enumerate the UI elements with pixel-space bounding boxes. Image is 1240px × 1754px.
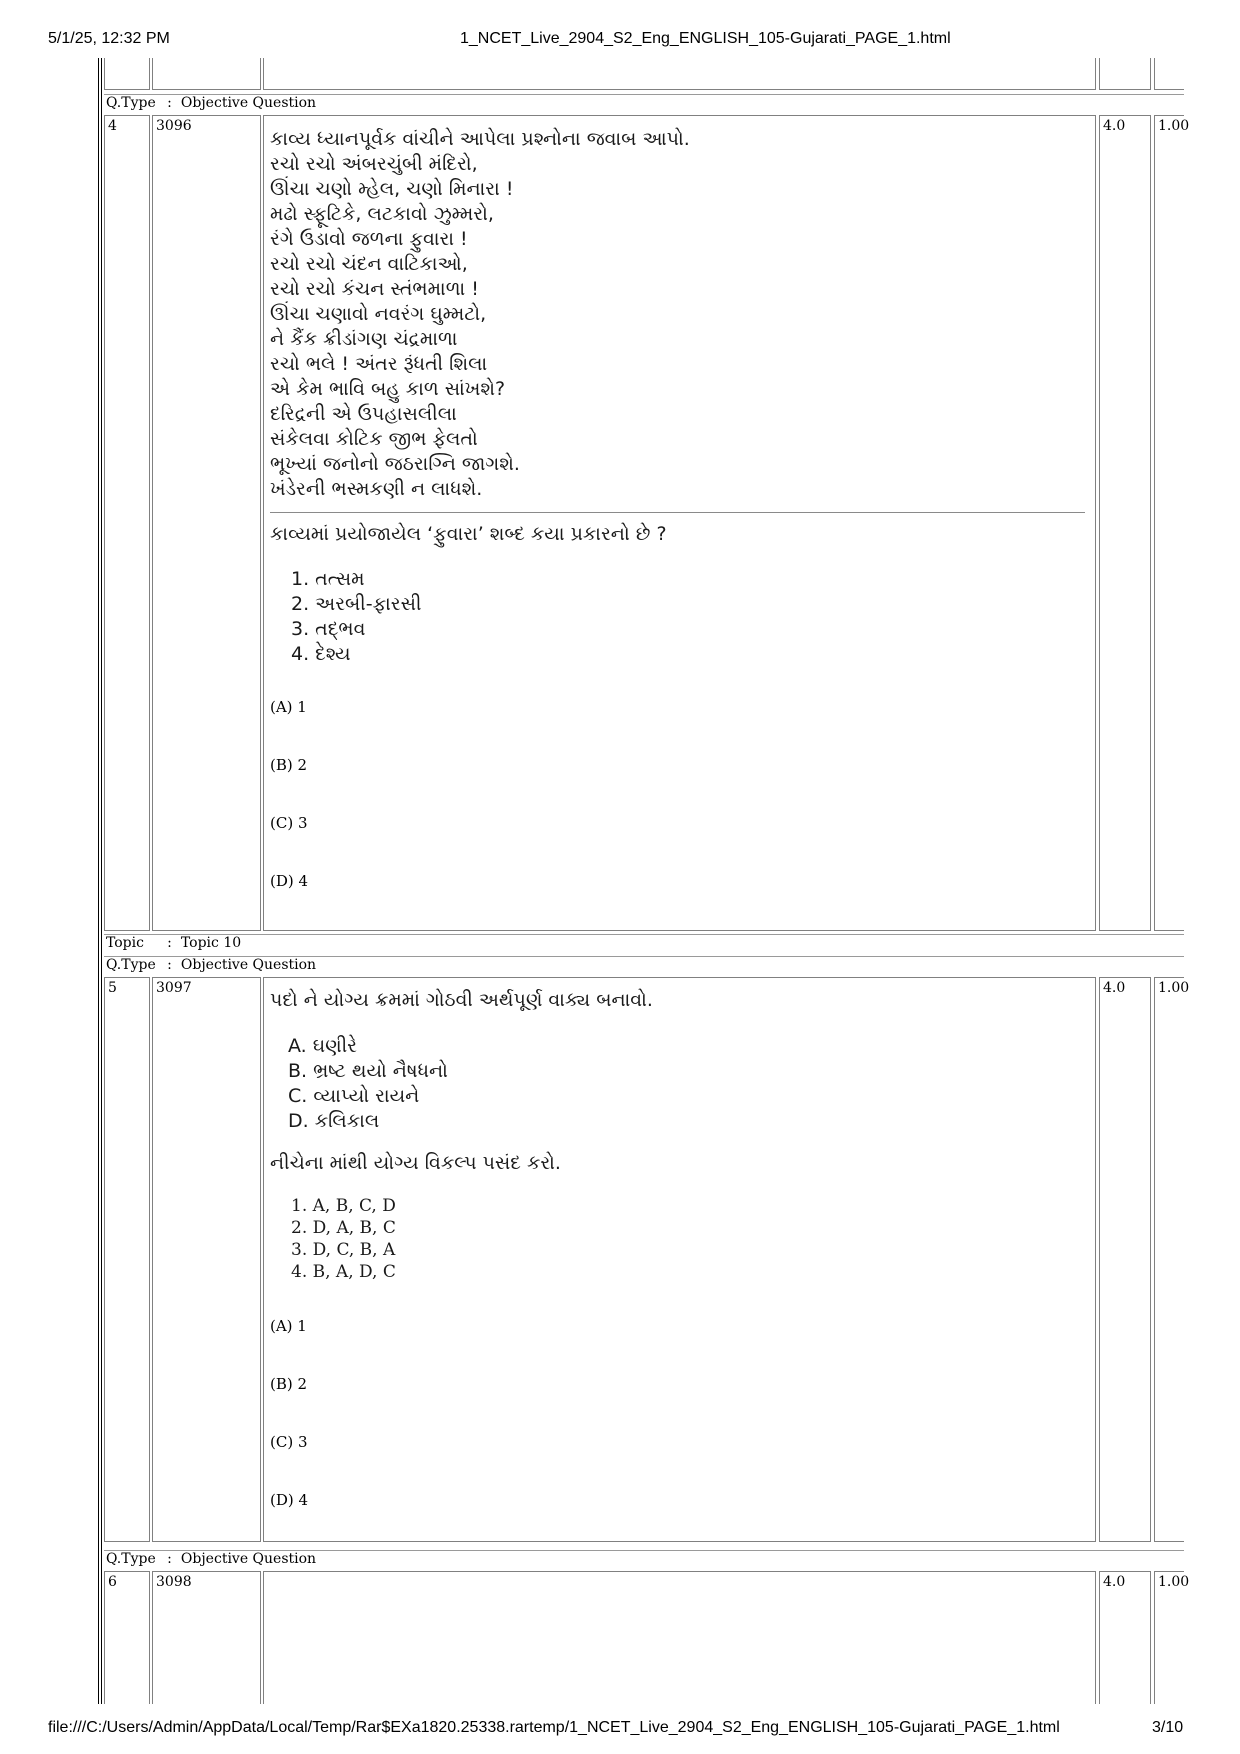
negative-marks: 1.00 <box>1154 977 1184 1542</box>
passage-line: ભૂખ્યાં જનોનો જઠરાગ્નિ જાગશે. <box>270 453 520 475</box>
choice-item: 2. અરબી-ફારસી <box>291 593 422 615</box>
left-border-outer <box>98 58 99 1704</box>
phrase-list <box>288 1034 448 1134</box>
option-c: (C) 3 <box>270 814 308 832</box>
qtype-separator: : <box>167 957 172 973</box>
qtype-value: Objective Question <box>180 957 317 973</box>
question-body-cell <box>263 1571 1096 1704</box>
question-id: 3097 <box>152 977 261 1542</box>
phrase-item: C. વ્યાપ્યો રાયને <box>288 1085 420 1107</box>
question-number: 6 <box>104 1571 150 1704</box>
qtype-separator: : <box>167 1551 172 1567</box>
choice-item: 4. દેશ્ય <box>291 643 351 665</box>
passage-line: ખંડેરની ભસ્મકણી ન લાધશે. <box>270 478 483 500</box>
option-d: (D) 4 <box>270 872 309 890</box>
negative-marks: 1.00 <box>1154 115 1184 931</box>
choice-item: 3. D, C, B, A <box>291 1240 396 1260</box>
left-border-inner <box>101 58 102 1704</box>
passage-line: રચો રચો અંબરચુંબી મંદિરો, <box>270 153 478 175</box>
passage-line: રચો રચો ચંદન વાટિકાઓ, <box>270 253 468 275</box>
print-page-number: 3/10 <box>1152 1719 1184 1736</box>
choice-item: 2. D, A, B, C <box>291 1218 396 1238</box>
question-marks: 4.0 <box>1099 977 1151 1542</box>
qtype-value: Objective Question <box>180 1551 317 1567</box>
passage-line: સંકેલવા કોટિક જીભ ફેલતો <box>270 428 478 450</box>
option-b: (B) 2 <box>270 1375 308 1393</box>
passage-line: રચો રચો કંચન સ્તંભમાળા ! <box>270 278 479 300</box>
passage-line: દરિદ્રની એ ઉપહાસલીલા <box>270 403 457 425</box>
question-text: પદો ને યોગ્ય ક્રમમાં ગોઠવી અર્થપૂર્ણ વાક્ય બનાવો. <box>270 989 653 1011</box>
qtype-row <box>104 1550 1184 1568</box>
question-passage <box>270 127 690 502</box>
option-b: (B) 2 <box>270 756 308 774</box>
topic-row <box>104 934 1184 952</box>
choice-list <box>291 567 421 667</box>
option-a: (A) 1 <box>270 698 307 716</box>
question-number: 4 <box>104 115 150 931</box>
qtype-separator: : <box>167 95 172 111</box>
topic-separator: : <box>167 935 172 951</box>
topic-label: Topic <box>106 935 144 951</box>
phrase-item: B. ભ્રષ્ટ થયો નૈષધનો <box>288 1060 448 1082</box>
choice-item: 4. B, A, D, C <box>291 1262 396 1282</box>
choice-item: 1. તત્સમ <box>291 568 365 590</box>
question-instruction: નીચેના માંથી યોગ્ય વિકલ્પ પસંદ કરો. <box>270 1152 561 1174</box>
qtype-label: Q.Type <box>106 95 156 111</box>
question-number: 5 <box>104 977 150 1542</box>
prev-row-cell <box>104 58 150 90</box>
choice-item: 1. A, B, C, D <box>291 1196 396 1216</box>
prev-row-cell <box>152 58 261 90</box>
passage-line: કાવ્ય ધ્યાનપૂર્વક વાંચીને આપેલા પ્રશ્નોના જવાબ આપો. <box>270 128 690 150</box>
qtype-row <box>104 94 1184 112</box>
option-d: (D) 4 <box>270 1491 309 1509</box>
question-text: કાવ્યમાં પ્રયોજાયેલ ‘ફુવારા’ શબ્દ કયા પ્રકારનો છે ? <box>270 523 667 545</box>
print-datetime: 5/1/25, 12:32 PM <box>48 30 170 47</box>
question-marks: 4.0 <box>1099 115 1151 931</box>
negative-marks: 1.00 <box>1154 1571 1184 1704</box>
passage-line: એ કેમ ભાવિ બહુ કાળ સાંખશે? <box>270 378 506 400</box>
qtype-label: Q.Type <box>106 957 156 973</box>
question-marks: 4.0 <box>1099 1571 1151 1704</box>
passage-line: રંગે ઉડાવો જળના ફુવારા ! <box>270 228 468 250</box>
prev-row-cell <box>1099 58 1151 90</box>
phrase-item: D. કલિકાલ <box>288 1110 380 1132</box>
option-c: (C) 3 <box>270 1433 308 1451</box>
qtype-row <box>104 956 1184 974</box>
passage-line: મઢો સ્ફૂટિકે, લટકાવો ઝુમ્મરો, <box>270 203 494 225</box>
print-title: 1_NCET_Live_2904_S2_Eng_ENGLISH_105-Gujarati_PAGE_1.html <box>460 30 951 47</box>
print-file-path: file:///C:/Users/Admin/AppData/Local/Temp/Rar$EXa1820.25338.rartemp/1_NCET_Live_2904_S2_Eng_ENGLISH_105-Gujarati_PAGE_1.html <box>48 1719 1060 1736</box>
option-a: (A) 1 <box>270 1317 307 1335</box>
phrase-item: A. ઘણીરે <box>288 1035 357 1057</box>
choice-item: 3. તદ્ભવ <box>291 618 366 640</box>
qtype-value: Objective Question <box>180 95 317 111</box>
topic-value: Topic 10 <box>180 935 242 951</box>
choice-list <box>291 1195 396 1283</box>
passage-line: ઊંચા ચણો મ્હેલ, ચણો મિનારા ! <box>270 178 514 200</box>
passage-line: ને કૈંક ક્રીડાંગણ ચંદ્રમાળા <box>270 328 458 350</box>
passage-divider <box>270 512 1085 513</box>
question-id: 3096 <box>152 115 261 931</box>
prev-row-cell <box>1154 58 1184 90</box>
question-id: 3098 <box>152 1571 261 1704</box>
prev-row-cell <box>263 58 1096 90</box>
qtype-label: Q.Type <box>106 1551 156 1567</box>
passage-line: ઊંચા ચણાવો નવરંગ ઘુમ્મટો, <box>270 303 487 325</box>
passage-line: રચો ભલે ! અંતર રૂંધતી શિલા <box>270 353 488 375</box>
